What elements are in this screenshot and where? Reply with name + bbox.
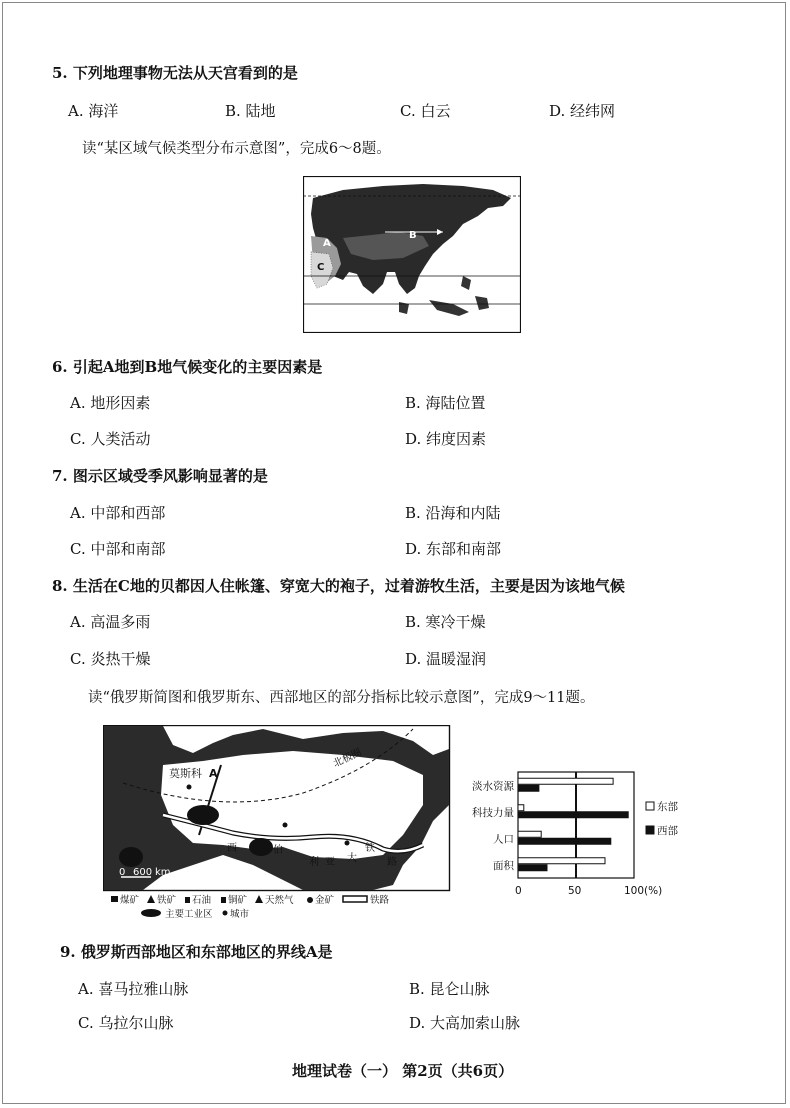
label-arctic-circle: 北极圈 [331, 747, 364, 770]
intro-climate-map: 读“某区域气候类型分布示意图”，完成6～8题。 [82, 141, 391, 157]
legend-gold: 金矿 [315, 895, 335, 906]
q6-option-b: B. 海陆位置 [405, 394, 486, 412]
climate-map [303, 176, 521, 333]
scale-unit: km [155, 867, 171, 878]
chart-category-label: 面积 [493, 859, 514, 872]
rail-char-5: 大 [347, 853, 357, 864]
indicator-bar-chart [456, 770, 706, 900]
map1-label-c: C [317, 262, 325, 273]
q7-option-c: C. 中部和南部 [70, 540, 166, 558]
map1-label-a: A [323, 238, 331, 249]
q7-option-d: D. 东部和南部 [405, 540, 502, 558]
chart-category-label: 人口 [493, 833, 514, 846]
chart-category-label: 科技力量 [472, 806, 514, 819]
bar-east-3 [518, 858, 605, 864]
q8-option-a: A. 高温多雨 [70, 613, 151, 631]
legend-industrial-zone: 主要工业区 [165, 909, 213, 920]
chart-legend-label-0: 东部 [657, 801, 678, 813]
legend-gas: 天然气 [265, 895, 294, 906]
q7-option-a: A. 中部和西部 [70, 504, 166, 522]
bar-west-3 [518, 865, 547, 871]
question-8-stem: 8. 生活在C地的贝都因人住帐篷、穿宽大的袍子，过着游牧生活，主要是因为该地气候 [52, 577, 625, 595]
q8-option-b: B. 寒冷干燥 [405, 613, 486, 631]
chart-x-tick: 50 [568, 885, 582, 897]
question-9-stem: 9. 俄罗斯西部地区和东部地区的界线A是 [60, 943, 333, 961]
q5-option-d: D. 经纬网 [549, 102, 616, 120]
bar-west-0 [518, 785, 539, 791]
q5-option-a: A. 海洋 [68, 102, 119, 120]
scale-distance: 600 [133, 867, 153, 878]
rail-char-6: 铁 [365, 843, 375, 854]
q6-option-a: A. 地形因素 [70, 394, 151, 412]
chart-legend-swatch-1 [646, 826, 654, 834]
label-moscow: 莫斯科 [169, 767, 202, 780]
chart-x-tick: 100(%) [624, 885, 663, 897]
q5-option-b: B. 陆地 [225, 102, 276, 120]
bar-east-1 [518, 805, 524, 811]
bar-west-1 [518, 812, 628, 818]
label-boundary-a: A [209, 767, 218, 780]
chart-legend-swatch-0 [646, 802, 654, 810]
rail-char-1: 西 [227, 843, 237, 854]
rail-char-3: 利 [309, 857, 319, 868]
bar-west-2 [518, 838, 611, 844]
q7-option-b: B. 沿海和内陆 [405, 504, 501, 522]
rail-char-7: 路 [387, 857, 397, 868]
map1-label-b: B [409, 230, 417, 241]
chart-category-label: 淡水资源 [472, 780, 514, 793]
rail-char-2: 伯 [273, 845, 283, 856]
legend-copper: 铜矿 [228, 895, 248, 906]
q9-option-a: A. 喜马拉雅山脉 [78, 980, 189, 998]
q6-option-d: D. 纬度因素 [405, 430, 487, 448]
q8-option-d: D. 温暖湿润 [405, 650, 487, 668]
bar-east-2 [518, 831, 541, 837]
q9-option-c: C. 乌拉尔山脉 [78, 1014, 174, 1032]
q9-option-d: D. 大高加索山脉 [409, 1014, 521, 1032]
russia-map [103, 725, 452, 920]
q8-option-c: C. 炎热干燥 [70, 650, 151, 668]
chart-legend-label-1: 西部 [657, 825, 678, 837]
rail-char-4: 亚 [325, 857, 335, 868]
chart-x-tick: 0 [515, 885, 522, 897]
legend-city: 城市 [230, 909, 250, 920]
question-7-stem: 7. 图示区域受季风影响显著的是 [52, 467, 268, 485]
scale-zero: 0 [119, 867, 126, 878]
question-6-stem: 6. 引起A地到B地气候变化的主要因素是 [52, 358, 323, 376]
q5-option-c: C. 白云 [400, 102, 451, 120]
q6-option-c: C. 人类活动 [70, 430, 151, 448]
legend-railway: 铁路 [370, 895, 390, 906]
legend-coal: 煤矿 [120, 895, 140, 906]
bar-east-0 [518, 778, 613, 784]
page-footer: 地理试卷（一） 第2页（共6页） [292, 1062, 514, 1080]
legend-iron: 铁矿 [157, 895, 177, 906]
question-5-stem: 5. 下列地理事物无法从天宫看到的是 [52, 64, 298, 82]
legend-oil: 石油 [192, 895, 212, 906]
intro-russia-map: 读“俄罗斯简图和俄罗斯东、西部地区的部分指标比较示意图”，完成9～11题。 [88, 690, 595, 706]
q9-option-b: B. 昆仑山脉 [409, 980, 490, 998]
